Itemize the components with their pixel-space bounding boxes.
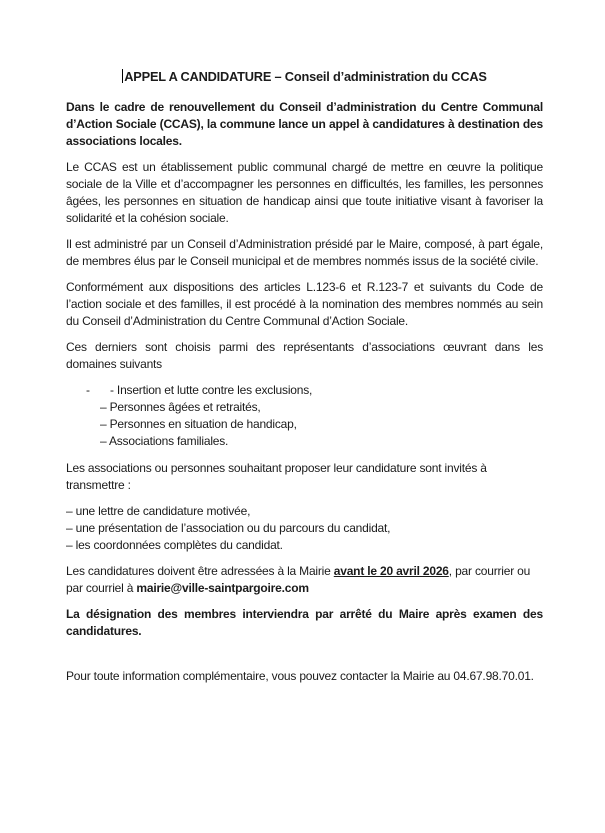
list-bullet-dash: - — [86, 383, 90, 397]
submission-item: – les coordonnées complètes du candidat. — [66, 538, 283, 552]
paragraph-domains-intro: Ces derniers sont choisis parmi des représentants d’associations œuvrant dans les domaines suivants — [66, 340, 543, 371]
domains-list-item — [66, 382, 543, 399]
paragraph-designation: La désignation des membres interviendra par arrêté du Maire après examen des candidatures. — [66, 607, 543, 638]
document-title-text: APPEL A CANDIDATURE – Conseil d’administration du CCAS — [124, 69, 487, 84]
domains-list-item: – Personnes âgées et retraités, — [100, 400, 261, 414]
document-title — [66, 68, 543, 85]
submission-intro: Les associations ou personnes souhaitant proposer leur candidature sont invités à transmettre : — [66, 461, 487, 492]
paragraph-administration: Il est administré par un Conseil d’Administration présidé par le Maire, composé, à part égale, de membres élus par le Conseil municipal et de membres nommés issus de la société civile. — [66, 237, 543, 268]
paragraph-deadline — [66, 563, 543, 597]
domains-list — [66, 382, 543, 450]
paragraph-contact-info: Pour toute information complémentaire, vous pouvez contacter la Mairie au 04.67.98.70.01. — [66, 669, 534, 683]
paragraph-legal-basis: Conformément aux dispositions des articles L.123-6 et R.123-7 et suivants du Code de l’action sociale et des familles, il est procédé à la nomination des membres nommés au sein du Conseil d’Administration du Centre Communal d’Action Sociale. — [66, 280, 543, 328]
deadline-text-before: Les candidatures doivent être adressées à la Mairie — [66, 564, 334, 578]
paragraph-submission — [66, 460, 543, 494]
domains-list-item-text: - Insertion et lutte contre les exclusions, — [110, 383, 313, 397]
deadline-text-middle: , par courrier ou par courriel à — [66, 564, 531, 595]
submission-item: – une présentation de l’association ou du parcours du candidat, — [66, 521, 391, 535]
domains-list-item: – Personnes en situation de handicap, — [100, 417, 297, 431]
deadline-date: avant le 20 avril 2026 — [333, 564, 449, 578]
paragraph-ccas-role: Le CCAS est un établissement public communal chargé de mettre en œuvre la politique sociale de la Ville et d’accompagner les personnes en difficultés, les familles, les personnes âgées, les personnes en situation de handicap ainsi que toute initiative visant à favoriser la solidarité et la cohésion sociale. — [66, 160, 543, 225]
paragraph-intro: Dans le cadre de renouvellement du Conseil d’administration du Centre Communal d’Action Sociale (CCAS), la commune lance un appel à candidatures à destination des associations locales. — [66, 100, 543, 148]
submission-item: – une lettre de candidature motivée, — [66, 504, 251, 518]
contact-email: mairie@ville-saintpargoire.com — [136, 581, 309, 595]
domains-list-item: – Associations familiales. — [100, 434, 229, 448]
